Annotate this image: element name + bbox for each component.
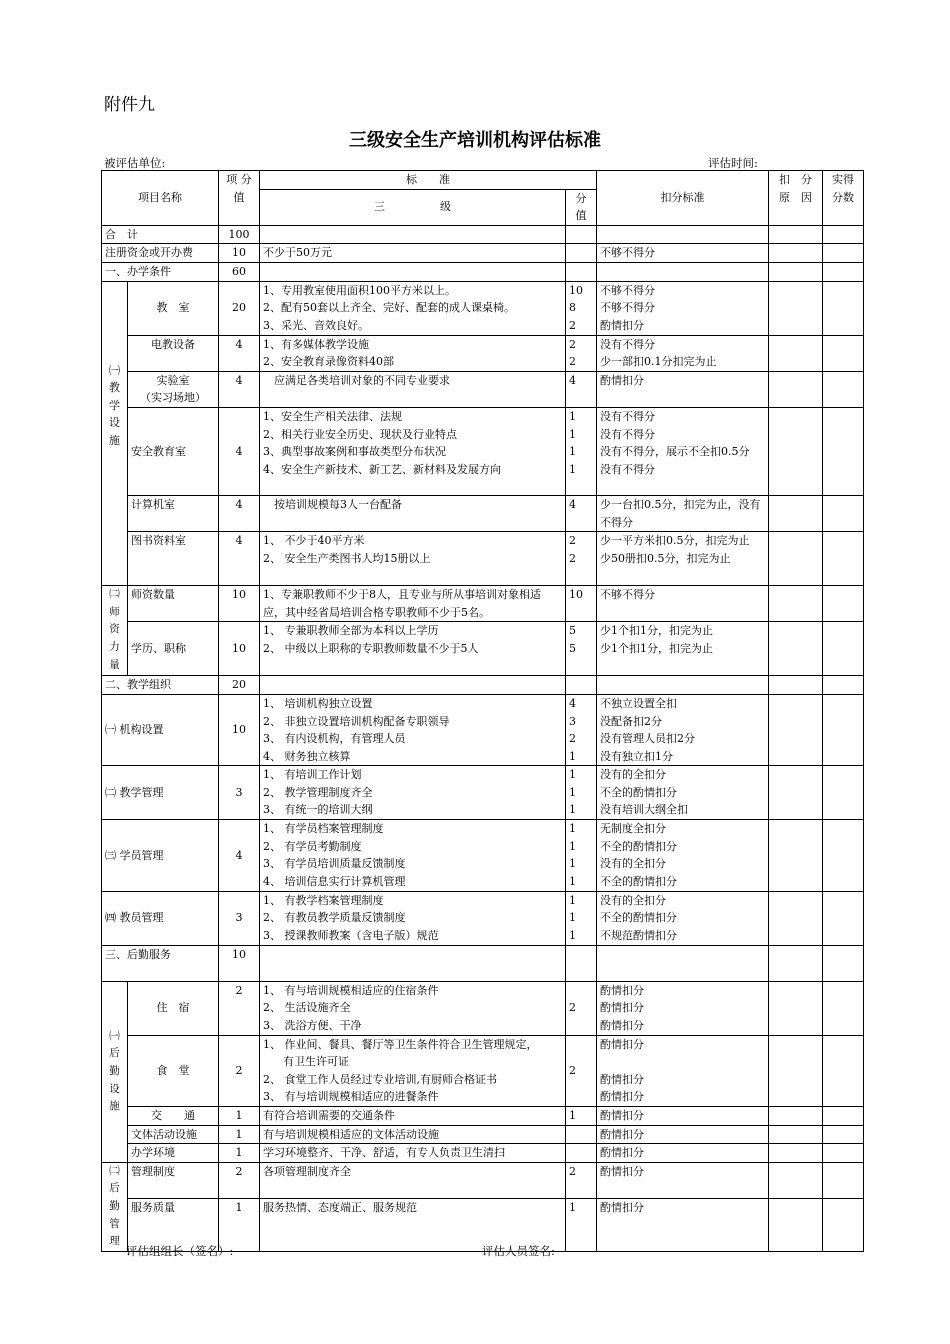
row-standard: 1、 有教学档案管理制度 2、 有教员教学质量反馈制度 3、 授课教师教案（含电子版）规范 — [260, 891, 566, 945]
section-name: 一、办学条件 — [102, 262, 219, 281]
row-deduct: 少一台扣0.5分，扣完为止，没有不得分 — [597, 495, 769, 531]
table-row — [102, 1035, 864, 1106]
row-name: ㈢ 学员管理 — [102, 820, 219, 891]
row-score: 20 — [219, 676, 260, 695]
row-deduct: 酌情扣分 — [597, 1107, 769, 1126]
row-deduct: 酌情扣分 — [597, 1125, 769, 1144]
row-standard: 服务热情、态度端正、服务规范 — [260, 1199, 566, 1252]
row-score: 1 — [219, 1125, 260, 1144]
page-title: 三级安全生产培训机构评估标准 — [349, 130, 601, 151]
table-row — [102, 335, 864, 371]
group-label: ㈡ 后 勤 管 理 — [102, 1162, 128, 1251]
row-standard: 1、 有与培训规模相适应的住宿条件 2、 生活设施齐全 3、 洗浴方便、干净 — [260, 981, 566, 1035]
row-deduct: 酌情扣分 酌情扣分 酌情扣分 — [597, 981, 769, 1035]
row-standard: 1、 不少于40平方米 2、 安全生产类图书人均15册以上 — [260, 532, 566, 586]
table-row — [102, 244, 864, 263]
row-score: 10 — [219, 586, 260, 622]
row-score: 4 — [219, 820, 260, 891]
row-points: 4 — [566, 371, 597, 407]
row-points: 4 — [566, 495, 597, 531]
row-score: 4 — [219, 335, 260, 371]
table-row — [102, 281, 864, 335]
header-item-name: 项目名称 — [102, 171, 219, 226]
evaluated-unit-label: 被评估单位: — [104, 156, 166, 170]
row-standard: 1、 培训机构独立设置 2、 非独立设置培训机构配备专职领导 3、 有内设机构，有管理人员 4、 财务独立核算 — [260, 694, 566, 765]
row-standard: 学习环境整齐、干净、舒适，有专人负责卫生清扫 — [260, 1144, 566, 1163]
section-name: 二、教学组织 — [102, 676, 219, 695]
row-points: 2 — [566, 981, 597, 1035]
row-score: 4 — [219, 371, 260, 407]
row-points: 5 5 — [566, 622, 597, 676]
row-deduct: 不够不得分 — [597, 244, 769, 263]
table-row — [102, 407, 864, 495]
row-standard: 按培训规模每3人一台配备 — [260, 495, 566, 531]
table-row — [102, 1144, 864, 1163]
row-standard: 应满足各类培训对象的不同专业要求 — [260, 371, 566, 407]
table-row — [102, 495, 864, 531]
footer-leader-signature: 评估组组长（签名）: — [126, 1244, 234, 1258]
row-score: 3 — [219, 766, 260, 820]
row-name: ㈡ 教学管理 — [102, 766, 219, 820]
attachment-label: 附件九 — [104, 95, 155, 115]
row-score: 10 — [219, 622, 260, 676]
row-points: 2 — [566, 1035, 597, 1106]
row-score: 1 — [219, 1199, 260, 1252]
header-level3: 三 级 — [260, 189, 566, 225]
row-standard: 有符合培训需要的交通条件 — [260, 1107, 566, 1126]
row-score: 10 — [219, 945, 260, 981]
row-name: 学历、职称 — [128, 622, 219, 676]
evaluation-table — [101, 170, 864, 1252]
row-points: 1 1 1 — [566, 891, 597, 945]
header-deduct-std: 扣分标准 — [597, 171, 769, 226]
row-deduct: 没有不得分 没有不得分 没有不得分，展示不全扣0.5分 没有不得分 — [597, 407, 769, 495]
row-name: 安全教育室 — [128, 407, 219, 495]
row-score: 2 — [219, 1035, 260, 1106]
row-points: 2 2 — [566, 532, 597, 586]
table-row — [102, 945, 864, 981]
row-name: 食 堂 — [128, 1035, 219, 1106]
table-row — [102, 586, 864, 622]
table-row — [102, 694, 864, 765]
row-name: 交 通 — [128, 1107, 219, 1126]
table-row — [102, 262, 864, 281]
row-standard: 1、有多媒体教学设施 2、安全教育录像资料40部 — [260, 335, 566, 371]
header-actual: 实得 分数 — [823, 171, 864, 226]
row-score: 4 — [219, 532, 260, 586]
row-score: 2 — [219, 1162, 260, 1198]
row-score: 20 — [219, 281, 260, 335]
table-row — [102, 1162, 864, 1198]
row-deduct: 酌情扣分 — [597, 1144, 769, 1163]
row-score: 2 — [219, 981, 260, 1035]
table-row — [102, 1107, 864, 1126]
table-row — [102, 676, 864, 695]
row-score: 4 — [219, 407, 260, 495]
table-row — [102, 820, 864, 891]
row-points: 1 1 1 — [566, 766, 597, 820]
row-standard: 有与培训规模相适应的文体活动设施 — [260, 1125, 566, 1144]
group-label: ㈠ 后 勤 设 施 — [102, 981, 128, 1162]
row-deduct: 不够不得分 — [597, 586, 769, 622]
row-deduct: 没有的全扣分 不全的酌情扣分 没有培训大纲全扣 — [597, 766, 769, 820]
row-name: 实验室 （实习场地） — [128, 371, 219, 407]
table-row — [102, 1125, 864, 1144]
row-score: 1 — [219, 1107, 260, 1126]
row-points: 1 1 1 1 — [566, 820, 597, 891]
row-points: 10 8 2 — [566, 281, 597, 335]
row-deduct: 酌情扣分 — [597, 371, 769, 407]
standard-line: 2、 食堂工作人员经过专业培训,有厨师合格证书 3、 有与培训规模相适应的进餐条件 — [263, 1072, 497, 1104]
row-score: 10 — [219, 244, 260, 263]
row-name: 服务质量 — [128, 1199, 219, 1252]
row-deduct: 少1个扣1分，扣完为止 少1个扣1分，扣完为止 — [597, 622, 769, 676]
row-name: 办学环境 — [128, 1144, 219, 1163]
row-deduct: 酌情扣分 — [597, 1199, 769, 1252]
row-score: 10 — [219, 694, 260, 765]
row-name: 住 宿 — [128, 981, 219, 1035]
row-score: 4 — [219, 495, 260, 531]
header-standard: 标 准 — [260, 171, 597, 190]
row-standard: 1、 有培训工作计划 2、 教学管理制度齐全 3、 有统一的培训大纲 — [260, 766, 566, 820]
row-standard: 1、安全生产相关法律、法规 2、相关行业安全历史、现状及行业特点 3、典型事故案例和事故类型分布状况 4、安全生产新技术、新工艺、新材料及发展方向 — [260, 407, 566, 495]
row-deduct: 酌情扣分 酌情扣分 酌情扣分 — [597, 1035, 769, 1106]
table-row — [102, 891, 864, 945]
row-name: 图书资料室 — [128, 532, 219, 586]
row-deduct: 酌情扣分 — [597, 1162, 769, 1198]
row-standard: 1、 专兼职教师全部为本科以上学历 2、 中级以上职称的专职教师数量不少于5人 — [260, 622, 566, 676]
row-deduct: 少一平方米扣0.5分，扣完为止 少50册扣0.5分，扣完为止 — [597, 532, 769, 586]
header-score: 分 值 — [566, 189, 597, 225]
row-name: 合 计 — [102, 225, 219, 244]
row-name: 文体活动设施 — [128, 1125, 219, 1144]
standard-line: 有卫生许可证 — [283, 1055, 349, 1069]
row-score: 60 — [219, 262, 260, 281]
row-name: 教 室 — [128, 281, 219, 335]
footer-staff-signature: 评估人员签名: — [482, 1244, 555, 1258]
row-name: 师资数量 — [128, 586, 219, 622]
table-row — [102, 981, 864, 1035]
eval-time-label: 评估时间: — [708, 156, 758, 170]
row-points: 1 — [566, 1199, 597, 1252]
row-name: ㈣ 教员管理 — [102, 891, 219, 945]
table-row — [102, 371, 864, 407]
row-standard: 1、 有学员档案管理制度 2、 有学员考勤制度 3、 有学员培训质量反馈制度 4、 培训信息实行计算机管理 — [260, 820, 566, 891]
row-points: 2 — [566, 1162, 597, 1198]
row-points: 1 — [566, 1107, 597, 1126]
row-points: 2 2 — [566, 335, 597, 371]
row-points: 1 1 1 1 — [566, 407, 597, 495]
row-score: 100 — [219, 225, 260, 244]
row-name: 计算机室 — [128, 495, 219, 531]
row-standard: 各项管理制度齐全 — [260, 1162, 566, 1198]
row-deduct: 没有的全扣分 不全的酌情扣分 不规范酌情扣分 — [597, 891, 769, 945]
row-standard: 1、专用教室使用面积100平方米以上。 2、配有50套以上齐全、完好、配套的成人课桌椅。 3、采光、音效良好。 — [260, 281, 566, 335]
row-name: 管理制度 — [128, 1162, 219, 1198]
group-label: ㈠ 教 学 设 施 — [102, 281, 128, 586]
row-score: 1 — [219, 1144, 260, 1163]
row-points: 4 3 2 1 — [566, 694, 597, 765]
table-row — [102, 532, 864, 586]
row-deduct: 无制度全扣分 不全的酌情扣分 没有的全扣分 不全的酌情扣分 — [597, 820, 769, 891]
row-name: 电教设备 — [128, 335, 219, 371]
row-name: ㈠ 机构设置 — [102, 694, 219, 765]
table-row — [102, 766, 864, 820]
row-standard: 1、专兼职教师不少于8人，且专业与所从事培训对象相适应，其中经省局培训合格专职教师不少于5名。 — [260, 586, 566, 622]
row-deduct: 没有不得分 少一部扣0.1分扣完为止 — [597, 335, 769, 371]
row-deduct: 不独立设置全扣 没配备扣2分 没有管理人员扣2分 没有独立扣1分 — [597, 694, 769, 765]
table-row — [102, 225, 864, 244]
row-deduct: 不够不得分 不够不得分 酌情扣分 — [597, 281, 769, 335]
row-standard — [260, 1035, 566, 1106]
standard-line: 1、 作业间、餐具、餐厅等卫生条件符合卫生管理规定， — [263, 1037, 538, 1051]
row-points: 10 — [566, 586, 597, 622]
section-name: 三、后勤服务 — [102, 945, 219, 981]
row-name: 注册资金或开办费 — [102, 244, 219, 263]
header-deduct-reason: 扣 分 原 因 — [769, 171, 823, 226]
row-score: 3 — [219, 891, 260, 945]
row-standard: 不少于50万元 — [260, 244, 566, 263]
header-item-score: 项 分 值 — [219, 171, 260, 226]
group-label: ㈡ 师 资 力 量 — [102, 586, 128, 676]
table-row — [102, 622, 864, 676]
